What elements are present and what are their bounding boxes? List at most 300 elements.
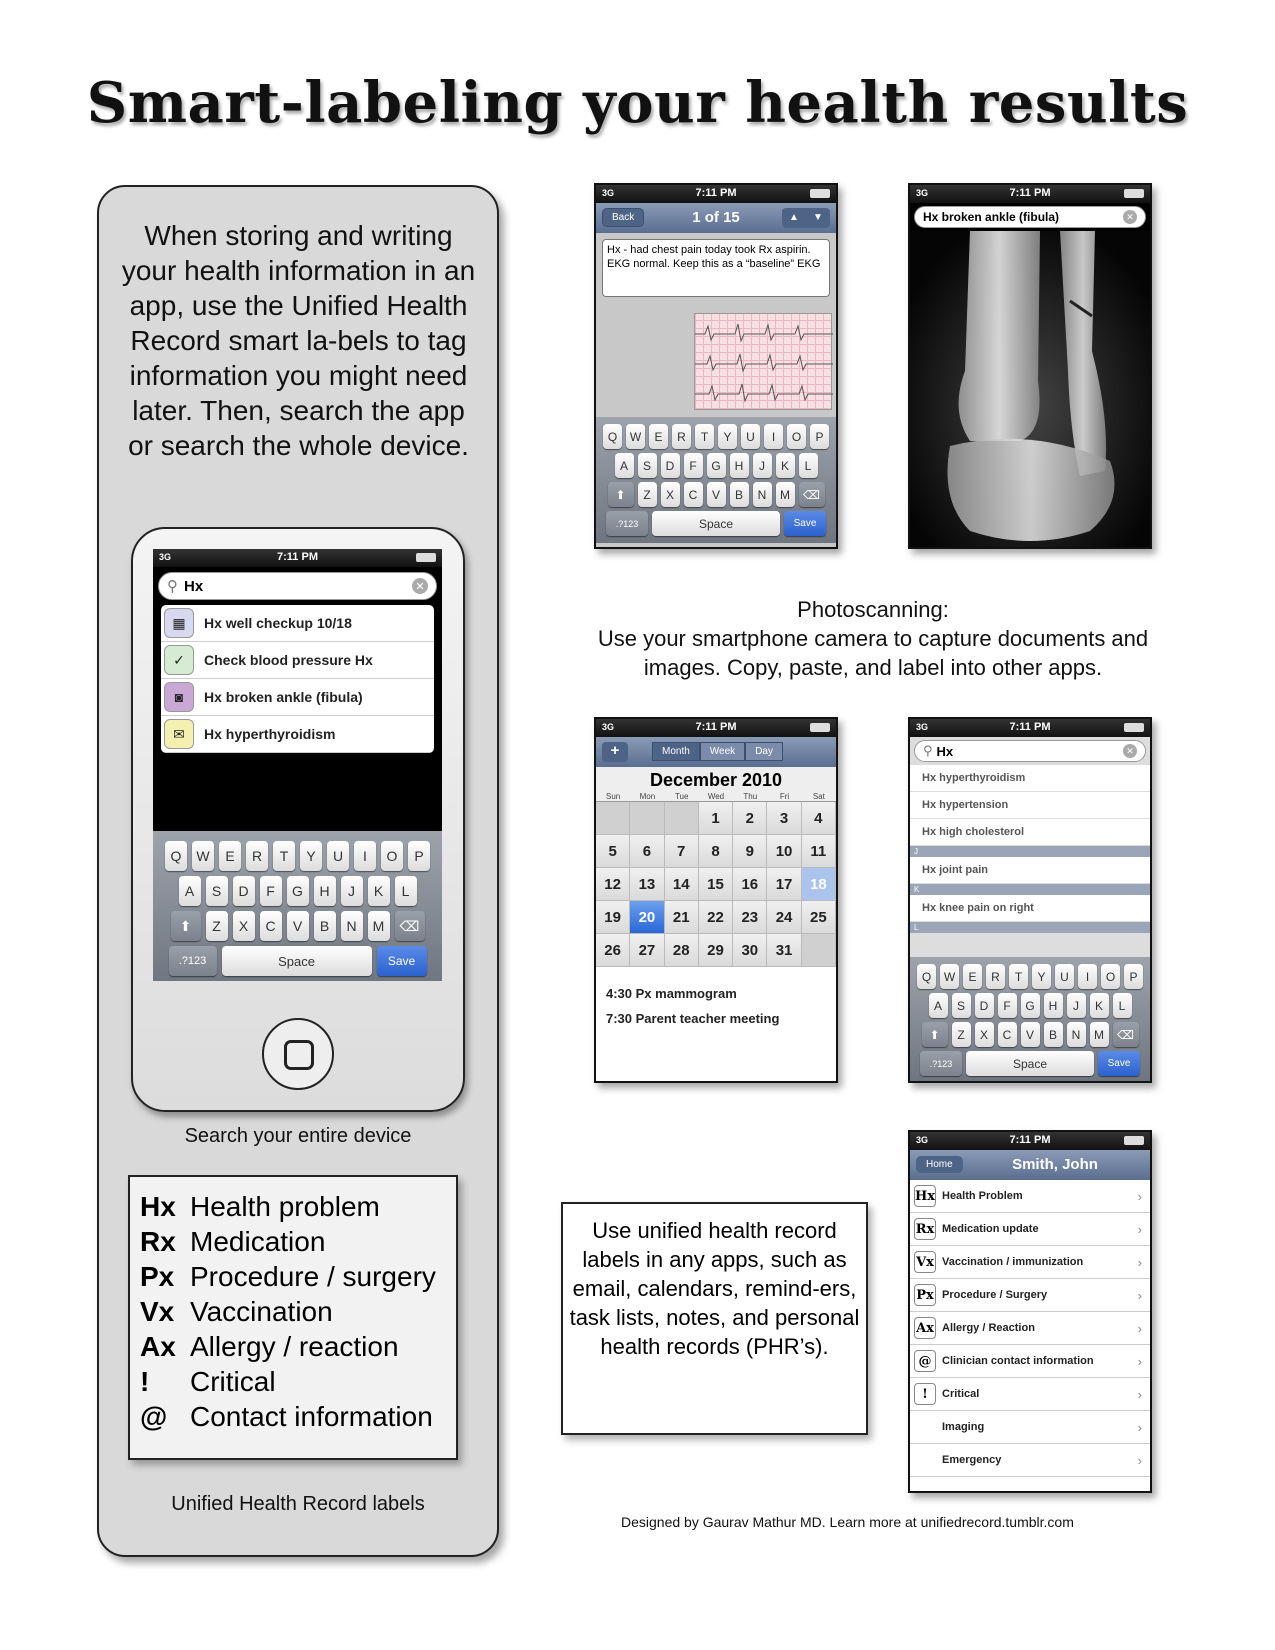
page-counter: 1 of 15 bbox=[692, 209, 740, 226]
key-d[interactable]: D bbox=[661, 453, 680, 478]
calendar-day[interactable]: 15 bbox=[699, 868, 733, 901]
delete-key[interactable]: ⌫ bbox=[395, 911, 425, 941]
calendar-empty bbox=[596, 802, 630, 835]
key-q[interactable]: Q bbox=[165, 841, 187, 871]
calendar-empty bbox=[665, 802, 699, 835]
key-m[interactable]: M bbox=[368, 911, 390, 941]
record-row[interactable] bbox=[910, 1345, 1150, 1378]
key-n[interactable]: N bbox=[753, 482, 772, 507]
weekday-label: Sun bbox=[606, 792, 621, 801]
key-f[interactable]: F bbox=[998, 993, 1017, 1018]
legend-label: Medication bbox=[190, 1226, 326, 1257]
label-badge: Vx bbox=[914, 1251, 936, 1273]
key-p[interactable]: P bbox=[408, 841, 430, 871]
legend-label: Procedure / surgery bbox=[190, 1261, 436, 1292]
calendar-navbar bbox=[596, 737, 836, 767]
calendar-weekdays bbox=[596, 792, 836, 801]
numbers-key[interactable]: .?123 bbox=[169, 946, 217, 976]
xray-phone bbox=[908, 183, 1152, 549]
record-row-label: Imaging bbox=[942, 1421, 985, 1433]
apps-info-box: Use unified health record labels in any apps, such as email, calendars, remind-ers, task lists, notes, and personal health records (PHR’s). bbox=[561, 1202, 868, 1435]
status-bar bbox=[910, 185, 1150, 203]
calendar-day[interactable]: 18 bbox=[802, 868, 836, 901]
record-row[interactable] bbox=[910, 1213, 1150, 1246]
space-key[interactable]: Space bbox=[652, 511, 780, 536]
keyboard-row bbox=[156, 911, 439, 941]
numbers-key[interactable]: .?123 bbox=[920, 1051, 962, 1076]
battery-icon bbox=[1124, 723, 1144, 732]
record-row[interactable] bbox=[910, 1378, 1150, 1411]
page-title: Smart-labeling your health results bbox=[86, 70, 1189, 136]
calendar-grid bbox=[596, 801, 836, 967]
shift-key[interactable]: ⬆ bbox=[922, 1022, 948, 1047]
add-event-button[interactable]: + bbox=[602, 742, 628, 762]
section-header: K bbox=[910, 884, 1150, 895]
intro-text: When storing and writing your health information in an app, use the Unified Health Record smart la-bels to tag information you might need later. Then, search the app or search the whole device. bbox=[121, 220, 476, 461]
home-button[interactable] bbox=[262, 1018, 334, 1090]
keyboard-row bbox=[598, 482, 834, 507]
calendar-day[interactable]: 2 bbox=[733, 802, 767, 835]
record-row[interactable] bbox=[910, 1312, 1150, 1345]
record-row[interactable] bbox=[910, 1180, 1150, 1213]
record-list bbox=[910, 1180, 1150, 1477]
status-bar bbox=[596, 185, 836, 203]
xray-search-input[interactable] bbox=[914, 206, 1146, 228]
search-result[interactable] bbox=[161, 716, 434, 753]
calendar-day[interactable]: 12 bbox=[596, 868, 630, 901]
calendar-day[interactable]: 22 bbox=[699, 901, 733, 934]
signal-icon: 3G bbox=[159, 552, 172, 562]
key-a[interactable]: A bbox=[615, 453, 634, 478]
camera-icon: ◙ bbox=[164, 682, 194, 712]
space-key[interactable]: Space bbox=[966, 1051, 1094, 1076]
calendar-day[interactable]: 1 bbox=[699, 802, 733, 835]
calendar-tabs bbox=[652, 742, 783, 761]
battery-icon bbox=[1124, 189, 1144, 198]
label-badge: ! bbox=[914, 1383, 936, 1405]
record-row-label: Emergency bbox=[942, 1454, 1002, 1466]
label-badge: Rx bbox=[914, 1218, 936, 1240]
key-r[interactable]: R bbox=[986, 964, 1005, 989]
status-time: 7:11 PM bbox=[1009, 721, 1051, 733]
key-t[interactable]: T bbox=[273, 841, 295, 871]
key-a[interactable]: A bbox=[929, 993, 948, 1018]
keyboard bbox=[596, 417, 836, 543]
key-s[interactable]: S bbox=[206, 876, 228, 906]
battery-icon bbox=[810, 189, 830, 198]
key-a[interactable]: A bbox=[179, 876, 201, 906]
list-item[interactable]: Hx hyperthyroidism bbox=[910, 765, 1150, 792]
key-q[interactable]: Q bbox=[603, 424, 622, 449]
chevron-right-icon: › bbox=[1137, 1452, 1142, 1468]
record-row-label: Critical bbox=[942, 1388, 980, 1400]
signal-icon: 3G bbox=[916, 722, 929, 732]
key-k[interactable]: K bbox=[1090, 993, 1109, 1018]
calendar-day[interactable]: 20 bbox=[630, 901, 664, 934]
search-result[interactable] bbox=[161, 642, 434, 679]
battery-icon bbox=[1124, 1136, 1144, 1145]
key-h[interactable]: H bbox=[314, 876, 336, 906]
notes-phone bbox=[594, 183, 838, 549]
key-d[interactable]: D bbox=[975, 993, 994, 1018]
record-row-label: Clinician contact information bbox=[942, 1355, 1094, 1367]
keyboard-row bbox=[156, 876, 439, 906]
keyboard-row bbox=[912, 964, 1148, 989]
clear-icon[interactable]: ✕ bbox=[1123, 744, 1137, 758]
key-z[interactable]: Z bbox=[952, 1022, 971, 1047]
key-o[interactable]: O bbox=[787, 424, 806, 449]
keyboard-row bbox=[598, 453, 834, 478]
key-e[interactable]: E bbox=[963, 964, 982, 989]
calendar-event[interactable]: 4:30 Px mammogram bbox=[606, 986, 737, 1001]
legend-item bbox=[140, 1364, 446, 1399]
record-row-label: Procedure / Surgery bbox=[942, 1289, 1048, 1301]
search-result-label: Check blood pressure Hx bbox=[204, 652, 373, 668]
photoscan-heading: Photoscanning: bbox=[797, 597, 949, 622]
signal-icon: 3G bbox=[916, 1135, 929, 1145]
notes-navbar bbox=[596, 203, 836, 233]
keyboard-row bbox=[598, 511, 834, 536]
legend-code: @ bbox=[140, 1401, 168, 1432]
calendar-day[interactable]: 19 bbox=[596, 901, 630, 934]
keyboard-row bbox=[156, 841, 439, 871]
signal-icon: 3G bbox=[602, 722, 615, 732]
calendar-empty bbox=[802, 934, 836, 967]
key-o[interactable]: O bbox=[1101, 964, 1120, 989]
calendar-day[interactable]: 3 bbox=[767, 802, 801, 835]
calendar-day[interactable]: 6 bbox=[630, 835, 664, 868]
weekday-label: Mon bbox=[639, 792, 656, 801]
keyboard-row bbox=[598, 424, 834, 449]
photoscan-body: Use your smartphone camera to capture documents and images. Copy, paste, and label into other apps. bbox=[597, 626, 1149, 680]
record-row[interactable] bbox=[910, 1246, 1150, 1279]
key-u[interactable]: U bbox=[1055, 964, 1074, 989]
key-i[interactable]: I bbox=[1078, 964, 1097, 989]
key-l[interactable]: L bbox=[799, 453, 818, 478]
save-key[interactable]: Save bbox=[377, 946, 427, 976]
list-item[interactable]: Hx high cholesterol bbox=[910, 819, 1150, 846]
photoscan-text bbox=[578, 595, 1168, 682]
calendar-day[interactable]: 14 bbox=[665, 868, 699, 901]
calendar-day[interactable]: 26 bbox=[596, 934, 630, 967]
chevron-right-icon: › bbox=[1137, 1353, 1142, 1369]
key-t[interactable]: T bbox=[1009, 964, 1028, 989]
calendar-day[interactable]: 25 bbox=[802, 901, 836, 934]
weekday-label: Wed bbox=[707, 792, 725, 801]
key-n[interactable]: N bbox=[1067, 1022, 1086, 1047]
legend-label: Critical bbox=[190, 1366, 276, 1397]
note-text[interactable]: Hx - had chest pain today took Rx aspirin. EKG normal. Keep this as a “baseline” EKG bbox=[602, 239, 830, 297]
record-row[interactable] bbox=[910, 1444, 1150, 1477]
legend-code: ! bbox=[140, 1366, 150, 1397]
key-b[interactable]: B bbox=[730, 482, 749, 507]
legend-item bbox=[140, 1259, 446, 1294]
key-x[interactable]: X bbox=[975, 1022, 994, 1047]
keyboard-row bbox=[156, 946, 439, 976]
signal-icon: 3G bbox=[916, 188, 929, 198]
mail-icon: ✉ bbox=[164, 719, 194, 749]
weekday-label: Fri bbox=[779, 792, 790, 801]
key-g[interactable]: G bbox=[1021, 993, 1040, 1018]
calendar-day[interactable]: 23 bbox=[733, 901, 767, 934]
chevron-right-icon: › bbox=[1137, 1287, 1142, 1303]
save-key[interactable]: Save bbox=[1098, 1051, 1140, 1076]
calendar-day[interactable]: 27 bbox=[630, 934, 664, 967]
label-badge: Ax bbox=[914, 1317, 936, 1339]
legend-box bbox=[128, 1175, 458, 1460]
calendar-day[interactable]: 8 bbox=[699, 835, 733, 868]
list-search-input[interactable] bbox=[914, 740, 1146, 762]
footer-credit: Designed by Gaurav Mathur MD. Learn more at unifiedrecord.tumblr.com bbox=[621, 1514, 1074, 1530]
key-j[interactable]: J bbox=[753, 453, 772, 478]
legend-item bbox=[140, 1399, 446, 1434]
search-caption: Search your entire device bbox=[184, 1125, 412, 1147]
delete-key[interactable]: ⌫ bbox=[799, 482, 825, 507]
key-o[interactable]: O bbox=[381, 841, 403, 871]
calendar-empty bbox=[630, 802, 664, 835]
down-arrow-icon[interactable]: ▼ bbox=[806, 208, 830, 228]
status-bar bbox=[910, 719, 1150, 737]
key-r[interactable]: R bbox=[246, 841, 268, 871]
calendar-event[interactable]: 7:30 Parent teacher meeting bbox=[606, 1011, 780, 1026]
calendar-day[interactable]: 28 bbox=[665, 934, 699, 967]
shift-key[interactable]: ⬆ bbox=[608, 482, 634, 507]
calendar-day[interactable]: 10 bbox=[767, 835, 801, 868]
home-nav-button[interactable]: Home bbox=[916, 1156, 963, 1173]
calendar-day[interactable]: 16 bbox=[733, 868, 767, 901]
key-u[interactable]: U bbox=[741, 424, 760, 449]
calendar-day[interactable]: 7 bbox=[665, 835, 699, 868]
key-i[interactable]: I bbox=[764, 424, 783, 449]
battery-icon bbox=[810, 723, 830, 732]
home-icon bbox=[284, 1040, 314, 1070]
status-bar bbox=[153, 549, 442, 567]
key-y[interactable]: Y bbox=[1032, 964, 1051, 989]
list-item[interactable]: Hx knee pain on right bbox=[910, 895, 1150, 922]
search-result-label: Hx well checkup 10/18 bbox=[204, 615, 352, 631]
search-icon: ⚲ bbox=[923, 743, 933, 758]
chevron-right-icon: › bbox=[1137, 1188, 1142, 1204]
key-y[interactable]: Y bbox=[718, 424, 737, 449]
record-navbar bbox=[910, 1150, 1150, 1180]
legend-item bbox=[140, 1294, 446, 1329]
legend-code: Hx bbox=[140, 1191, 176, 1222]
search-list bbox=[910, 765, 1150, 933]
status-time: 7:11 PM bbox=[1009, 187, 1051, 199]
key-j[interactable]: J bbox=[341, 876, 363, 906]
key-s[interactable]: S bbox=[952, 993, 971, 1018]
list-search-query: Hx bbox=[936, 743, 954, 759]
numbers-key[interactable]: .?123 bbox=[606, 511, 648, 536]
search-icon: ⚲ bbox=[167, 578, 178, 595]
key-r[interactable]: R bbox=[672, 424, 691, 449]
key-h[interactable]: H bbox=[1044, 993, 1063, 1018]
calendar-icon: ▦ bbox=[164, 608, 194, 638]
calendar-day[interactable]: 11 bbox=[802, 835, 836, 868]
search-result-label: Hx hyperthyroidism bbox=[204, 726, 336, 742]
legend-label: Vaccination bbox=[190, 1296, 333, 1327]
label-badge: Hx bbox=[914, 1185, 936, 1207]
calendar-day[interactable]: 5 bbox=[596, 835, 630, 868]
key-c[interactable]: C bbox=[684, 482, 703, 507]
ankle-xray-image bbox=[910, 231, 1150, 549]
key-m[interactable]: M bbox=[1090, 1022, 1109, 1047]
key-e[interactable]: E bbox=[649, 424, 668, 449]
calendar-day[interactable]: 31 bbox=[767, 934, 801, 967]
key-s[interactable]: S bbox=[638, 453, 657, 478]
record-row-label: Vaccination / immunization bbox=[942, 1256, 1084, 1268]
key-c[interactable]: C bbox=[260, 911, 282, 941]
legend-code: Vx bbox=[140, 1296, 175, 1327]
key-w[interactable]: W bbox=[626, 424, 645, 449]
key-z[interactable]: Z bbox=[206, 911, 228, 941]
key-g[interactable]: G bbox=[707, 453, 726, 478]
calendar-phone bbox=[594, 717, 838, 1083]
calendar-day[interactable]: 21 bbox=[665, 901, 699, 934]
key-v[interactable]: V bbox=[287, 911, 309, 941]
key-w[interactable]: W bbox=[192, 841, 214, 871]
keyboard-row bbox=[912, 1051, 1148, 1076]
key-h[interactable]: H bbox=[730, 453, 749, 478]
key-e[interactable]: E bbox=[219, 841, 241, 871]
legend-code: Ax bbox=[140, 1331, 176, 1362]
legend-code: Rx bbox=[140, 1226, 176, 1257]
status-time: 7:11 PM bbox=[277, 551, 318, 563]
key-c[interactable]: C bbox=[998, 1022, 1017, 1047]
keyboard bbox=[910, 957, 1150, 1083]
key-x[interactable]: X bbox=[233, 911, 255, 941]
record-row[interactable] bbox=[910, 1411, 1150, 1444]
search-result[interactable] bbox=[161, 605, 434, 642]
search-query: Hx bbox=[184, 577, 204, 595]
label-badge: @ bbox=[914, 1350, 936, 1372]
delete-key[interactable]: ⌫ bbox=[1113, 1022, 1139, 1047]
tab-month[interactable]: Month bbox=[652, 742, 700, 761]
chevron-right-icon: › bbox=[1137, 1254, 1142, 1270]
key-p[interactable]: P bbox=[810, 424, 829, 449]
keyboard-row bbox=[912, 1022, 1148, 1047]
space-key[interactable]: Space bbox=[222, 946, 372, 976]
tab-week[interactable]: Week bbox=[700, 742, 745, 761]
back-button[interactable]: Back bbox=[602, 208, 644, 227]
ekg-image bbox=[694, 313, 832, 410]
chevron-right-icon: › bbox=[1137, 1419, 1142, 1435]
record-row-label: Medication update bbox=[942, 1223, 1039, 1235]
record-row[interactable] bbox=[910, 1279, 1150, 1312]
search-result[interactable] bbox=[161, 679, 434, 716]
key-t[interactable]: T bbox=[695, 424, 714, 449]
calendar-events bbox=[596, 967, 836, 1031]
phone-screen bbox=[153, 549, 442, 981]
key-x[interactable]: X bbox=[661, 482, 680, 507]
save-key[interactable]: Save bbox=[784, 511, 826, 536]
key-v[interactable]: V bbox=[707, 482, 726, 507]
clear-icon[interactable]: ✕ bbox=[412, 578, 428, 594]
calendar-day[interactable]: 29 bbox=[699, 934, 733, 967]
list-item[interactable]: Hx hypertension bbox=[910, 792, 1150, 819]
key-k[interactable]: K bbox=[776, 453, 795, 478]
key-g[interactable]: G bbox=[287, 876, 309, 906]
clear-icon[interactable]: ✕ bbox=[1123, 210, 1137, 224]
key-j[interactable]: J bbox=[1067, 993, 1086, 1018]
key-l[interactable]: L bbox=[395, 876, 417, 906]
key-k[interactable]: K bbox=[368, 876, 390, 906]
key-v[interactable]: V bbox=[1021, 1022, 1040, 1047]
search-result-label: Hx broken ankle (fibula) bbox=[204, 689, 363, 705]
key-l[interactable]: L bbox=[1113, 993, 1132, 1018]
key-b[interactable]: B bbox=[1044, 1022, 1063, 1047]
chevron-right-icon: › bbox=[1137, 1386, 1142, 1402]
key-i[interactable]: I bbox=[354, 841, 376, 871]
search-results bbox=[161, 605, 434, 753]
calendar-day[interactable]: 9 bbox=[733, 835, 767, 868]
shift-key[interactable]: ⬆ bbox=[171, 911, 201, 941]
calendar-day[interactable]: 13 bbox=[630, 868, 664, 901]
up-arrow-icon[interactable]: ▲ bbox=[782, 208, 806, 228]
record-row-label: Health Problem bbox=[942, 1190, 1023, 1202]
key-b[interactable]: B bbox=[314, 911, 336, 941]
status-time: 7:11 PM bbox=[695, 721, 737, 733]
key-n[interactable]: N bbox=[341, 911, 363, 941]
xray-search-text: Hx broken ankle (fibula) bbox=[923, 210, 1060, 224]
key-m[interactable]: M bbox=[776, 482, 795, 507]
search-input[interactable] bbox=[158, 572, 437, 600]
legend-item bbox=[140, 1329, 446, 1364]
key-z[interactable]: Z bbox=[638, 482, 657, 507]
patient-name: Smith, John bbox=[1012, 1156, 1098, 1173]
keyboard bbox=[153, 831, 442, 981]
section-header: L bbox=[910, 922, 1150, 933]
battery-icon bbox=[416, 553, 436, 562]
key-q[interactable]: Q bbox=[917, 964, 936, 989]
calendar-day[interactable]: 30 bbox=[733, 934, 767, 967]
weekday-label: Sat bbox=[812, 792, 825, 801]
record-row-label: Allergy / Reaction bbox=[942, 1322, 1035, 1334]
legend-item bbox=[140, 1224, 446, 1259]
tab-day[interactable]: Day bbox=[745, 742, 783, 761]
key-f[interactable]: F bbox=[260, 876, 282, 906]
ekg-trace bbox=[695, 314, 833, 411]
chevron-right-icon: › bbox=[1137, 1221, 1142, 1237]
list-phone bbox=[908, 717, 1152, 1083]
legend-caption: Unified Health Record labels bbox=[171, 1493, 425, 1515]
key-u[interactable]: U bbox=[327, 841, 349, 871]
calendar-day[interactable]: 24 bbox=[767, 901, 801, 934]
key-y[interactable]: Y bbox=[300, 841, 322, 871]
keyboard-row bbox=[912, 993, 1148, 1018]
section-header: J bbox=[910, 846, 1150, 857]
status-time: 7:11 PM bbox=[695, 187, 737, 199]
legend-item bbox=[140, 1189, 446, 1224]
chevron-right-icon: › bbox=[1137, 1320, 1142, 1336]
key-w[interactable]: W bbox=[940, 964, 959, 989]
calendar-day[interactable]: 4 bbox=[802, 802, 836, 835]
key-f[interactable]: F bbox=[684, 453, 703, 478]
key-d[interactable]: D bbox=[233, 876, 255, 906]
record-phone bbox=[908, 1130, 1152, 1493]
calendar-day[interactable]: 17 bbox=[767, 868, 801, 901]
list-item[interactable]: Hx joint pain bbox=[910, 857, 1150, 884]
status-bar bbox=[910, 1132, 1150, 1150]
calendar-month: December 2010 bbox=[596, 767, 836, 792]
legend-code: Px bbox=[140, 1261, 175, 1292]
legend-label: Health problem bbox=[190, 1191, 380, 1222]
status-time: 7:11 PM bbox=[1009, 1134, 1051, 1146]
status-bar bbox=[596, 719, 836, 737]
weekday-label: Thu bbox=[743, 792, 758, 801]
label-badge: Px bbox=[914, 1284, 936, 1306]
key-p[interactable]: P bbox=[1124, 964, 1143, 989]
